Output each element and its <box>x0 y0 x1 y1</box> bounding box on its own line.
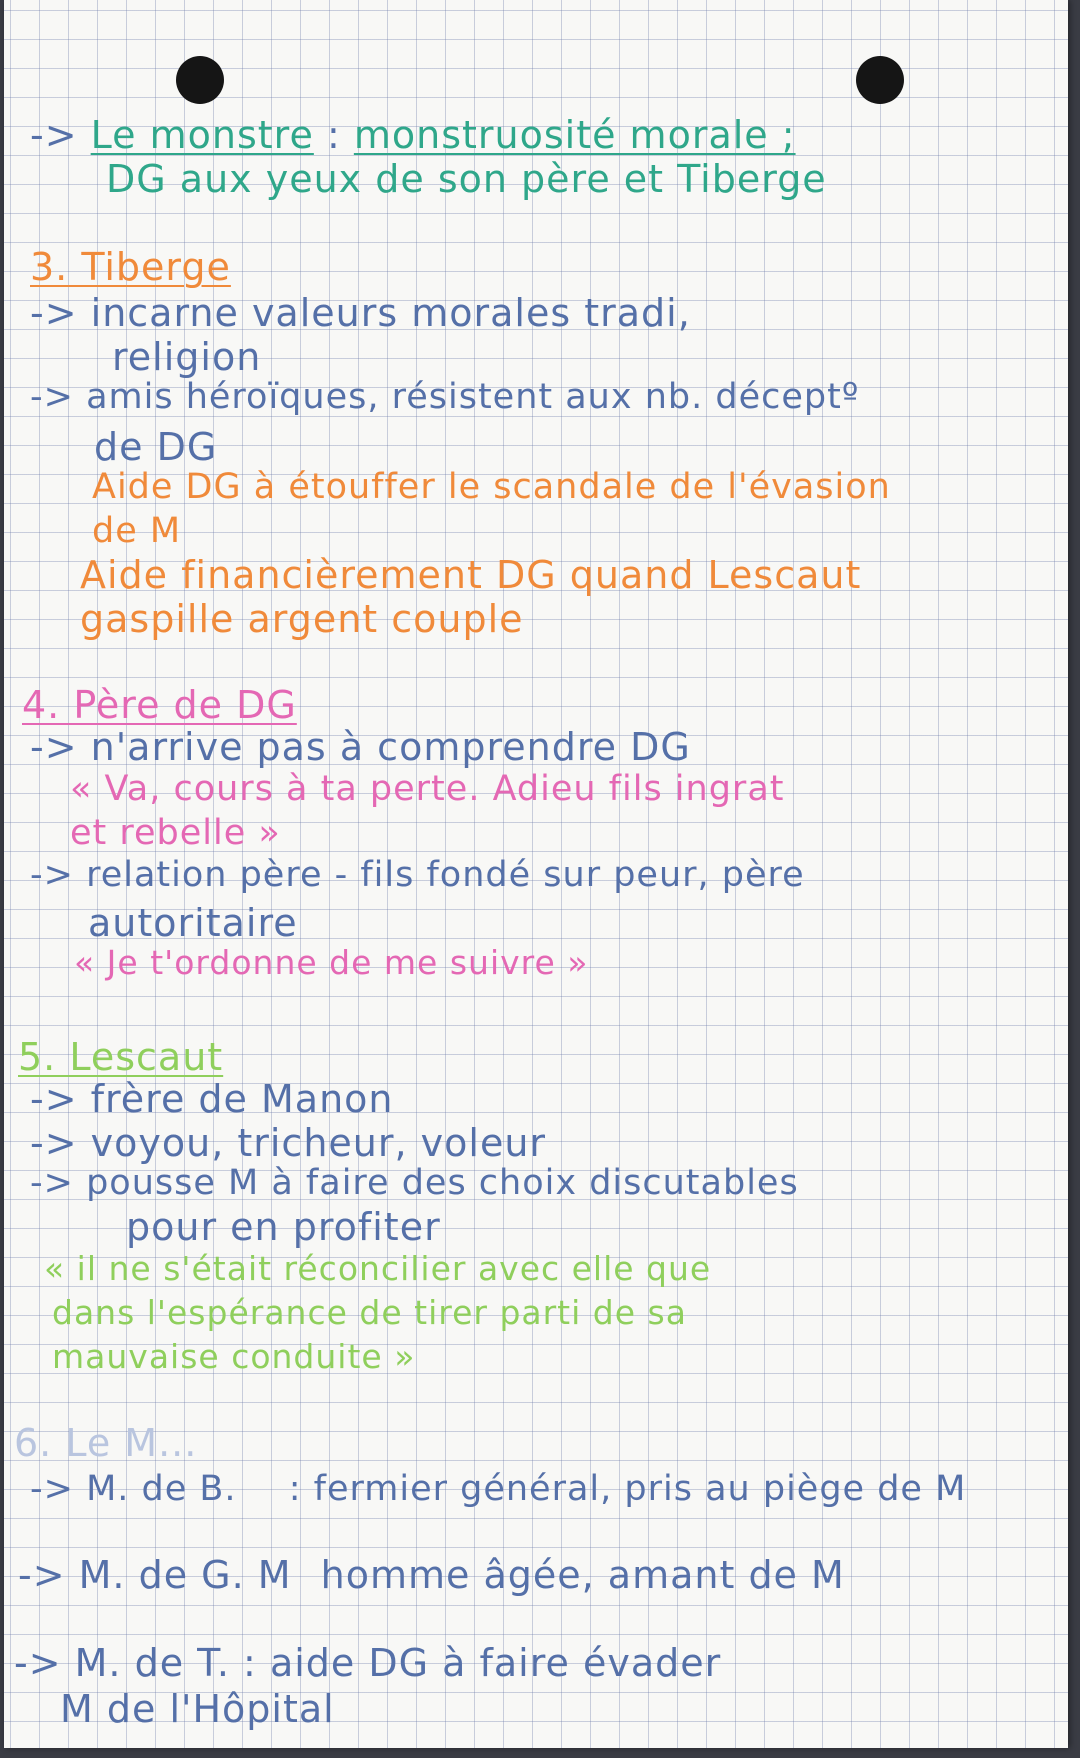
intro-term: Le monstre <box>90 113 314 157</box>
section4-line-1: -> n'arrive pas à comprendre DG <box>30 725 691 769</box>
arrow-glyph: -> <box>30 113 78 157</box>
section3-line-6: de M <box>92 511 182 551</box>
section6-item-3-name: -> M. de T. <box>14 1641 230 1685</box>
intro-line-1 <box>30 113 796 157</box>
section4-heading: 4. Père de DG <box>22 683 297 727</box>
section6-item-1-separator: : <box>288 1469 302 1509</box>
section5-line-3: -> pousse M à faire des choix discutables <box>30 1163 799 1203</box>
section3-line-3: -> amis héroïques, résistent aux nb. déceptº <box>30 377 860 417</box>
notebook-page <box>4 0 1068 1748</box>
section5-line-4: pour en profiter <box>126 1205 441 1249</box>
section3-line-4: de DG <box>94 425 218 469</box>
section5-quote-b: dans l'espérance de tirer parti de sa <box>52 1293 687 1332</box>
section3-line-7: Aide financièrement DG quand Lescaut <box>80 553 862 597</box>
section3-line-8: gaspille argent couple <box>80 597 524 641</box>
section6-item-1-name: -> M. de B. <box>30 1469 237 1509</box>
section5-quote-c: mauvaise conduite » <box>52 1337 416 1376</box>
section4-line-3: autoritaire <box>88 901 298 945</box>
section6-item-2-desc: homme âgée, amant de M <box>320 1553 845 1597</box>
section5-line-1: -> frère de Manon <box>30 1077 394 1121</box>
section5-line-2: -> voyou, tricheur, voleur <box>30 1121 547 1165</box>
section4-quote-1a: « Va, cours à ta perte. Adieu fils ingrat <box>70 769 785 809</box>
section6-item-3 <box>14 1641 722 1685</box>
binder-hole-left <box>176 56 224 104</box>
section6-item-1-desc: fermier général, pris au piège de M <box>313 1469 967 1509</box>
section3-line-2: religion <box>112 335 262 379</box>
section6-heading: 6. Le M... <box>14 1421 198 1465</box>
section6-item-2 <box>18 1553 845 1597</box>
intro-definition-1: monstruosité morale ; <box>353 113 796 157</box>
section3-line-5: Aide DG à étouffer le scandale de l'évasion <box>92 467 891 507</box>
intro-definition-2: DG aux yeux de son père et Tiberge <box>106 157 827 201</box>
intro-separator: : <box>326 113 341 157</box>
section6-item-3-desc-2: M de l'Hôpital <box>60 1687 335 1731</box>
section6-item-1 <box>30 1469 967 1509</box>
section6-item-3-separator: : <box>243 1641 257 1685</box>
section5-quote-a: « il ne s'était réconcilier avec elle que <box>44 1249 712 1288</box>
section3-heading: 3. Tiberge <box>30 245 231 289</box>
section6-item-2-name: -> M. de G. M <box>18 1553 292 1597</box>
section5-heading: 5. Lescaut <box>18 1035 224 1079</box>
section4-quote-2: « Je t'ordonne de me suivre » <box>74 943 589 982</box>
section6-item-3-desc: aide DG à faire évader <box>269 1641 722 1685</box>
section3-line-1: -> incarne valeurs morales tradi, <box>30 291 691 335</box>
section4-quote-1b: et rebelle » <box>70 813 281 853</box>
section4-line-2: -> relation père - fils fondé sur peur, père <box>30 855 805 895</box>
binder-hole-right <box>856 56 904 104</box>
